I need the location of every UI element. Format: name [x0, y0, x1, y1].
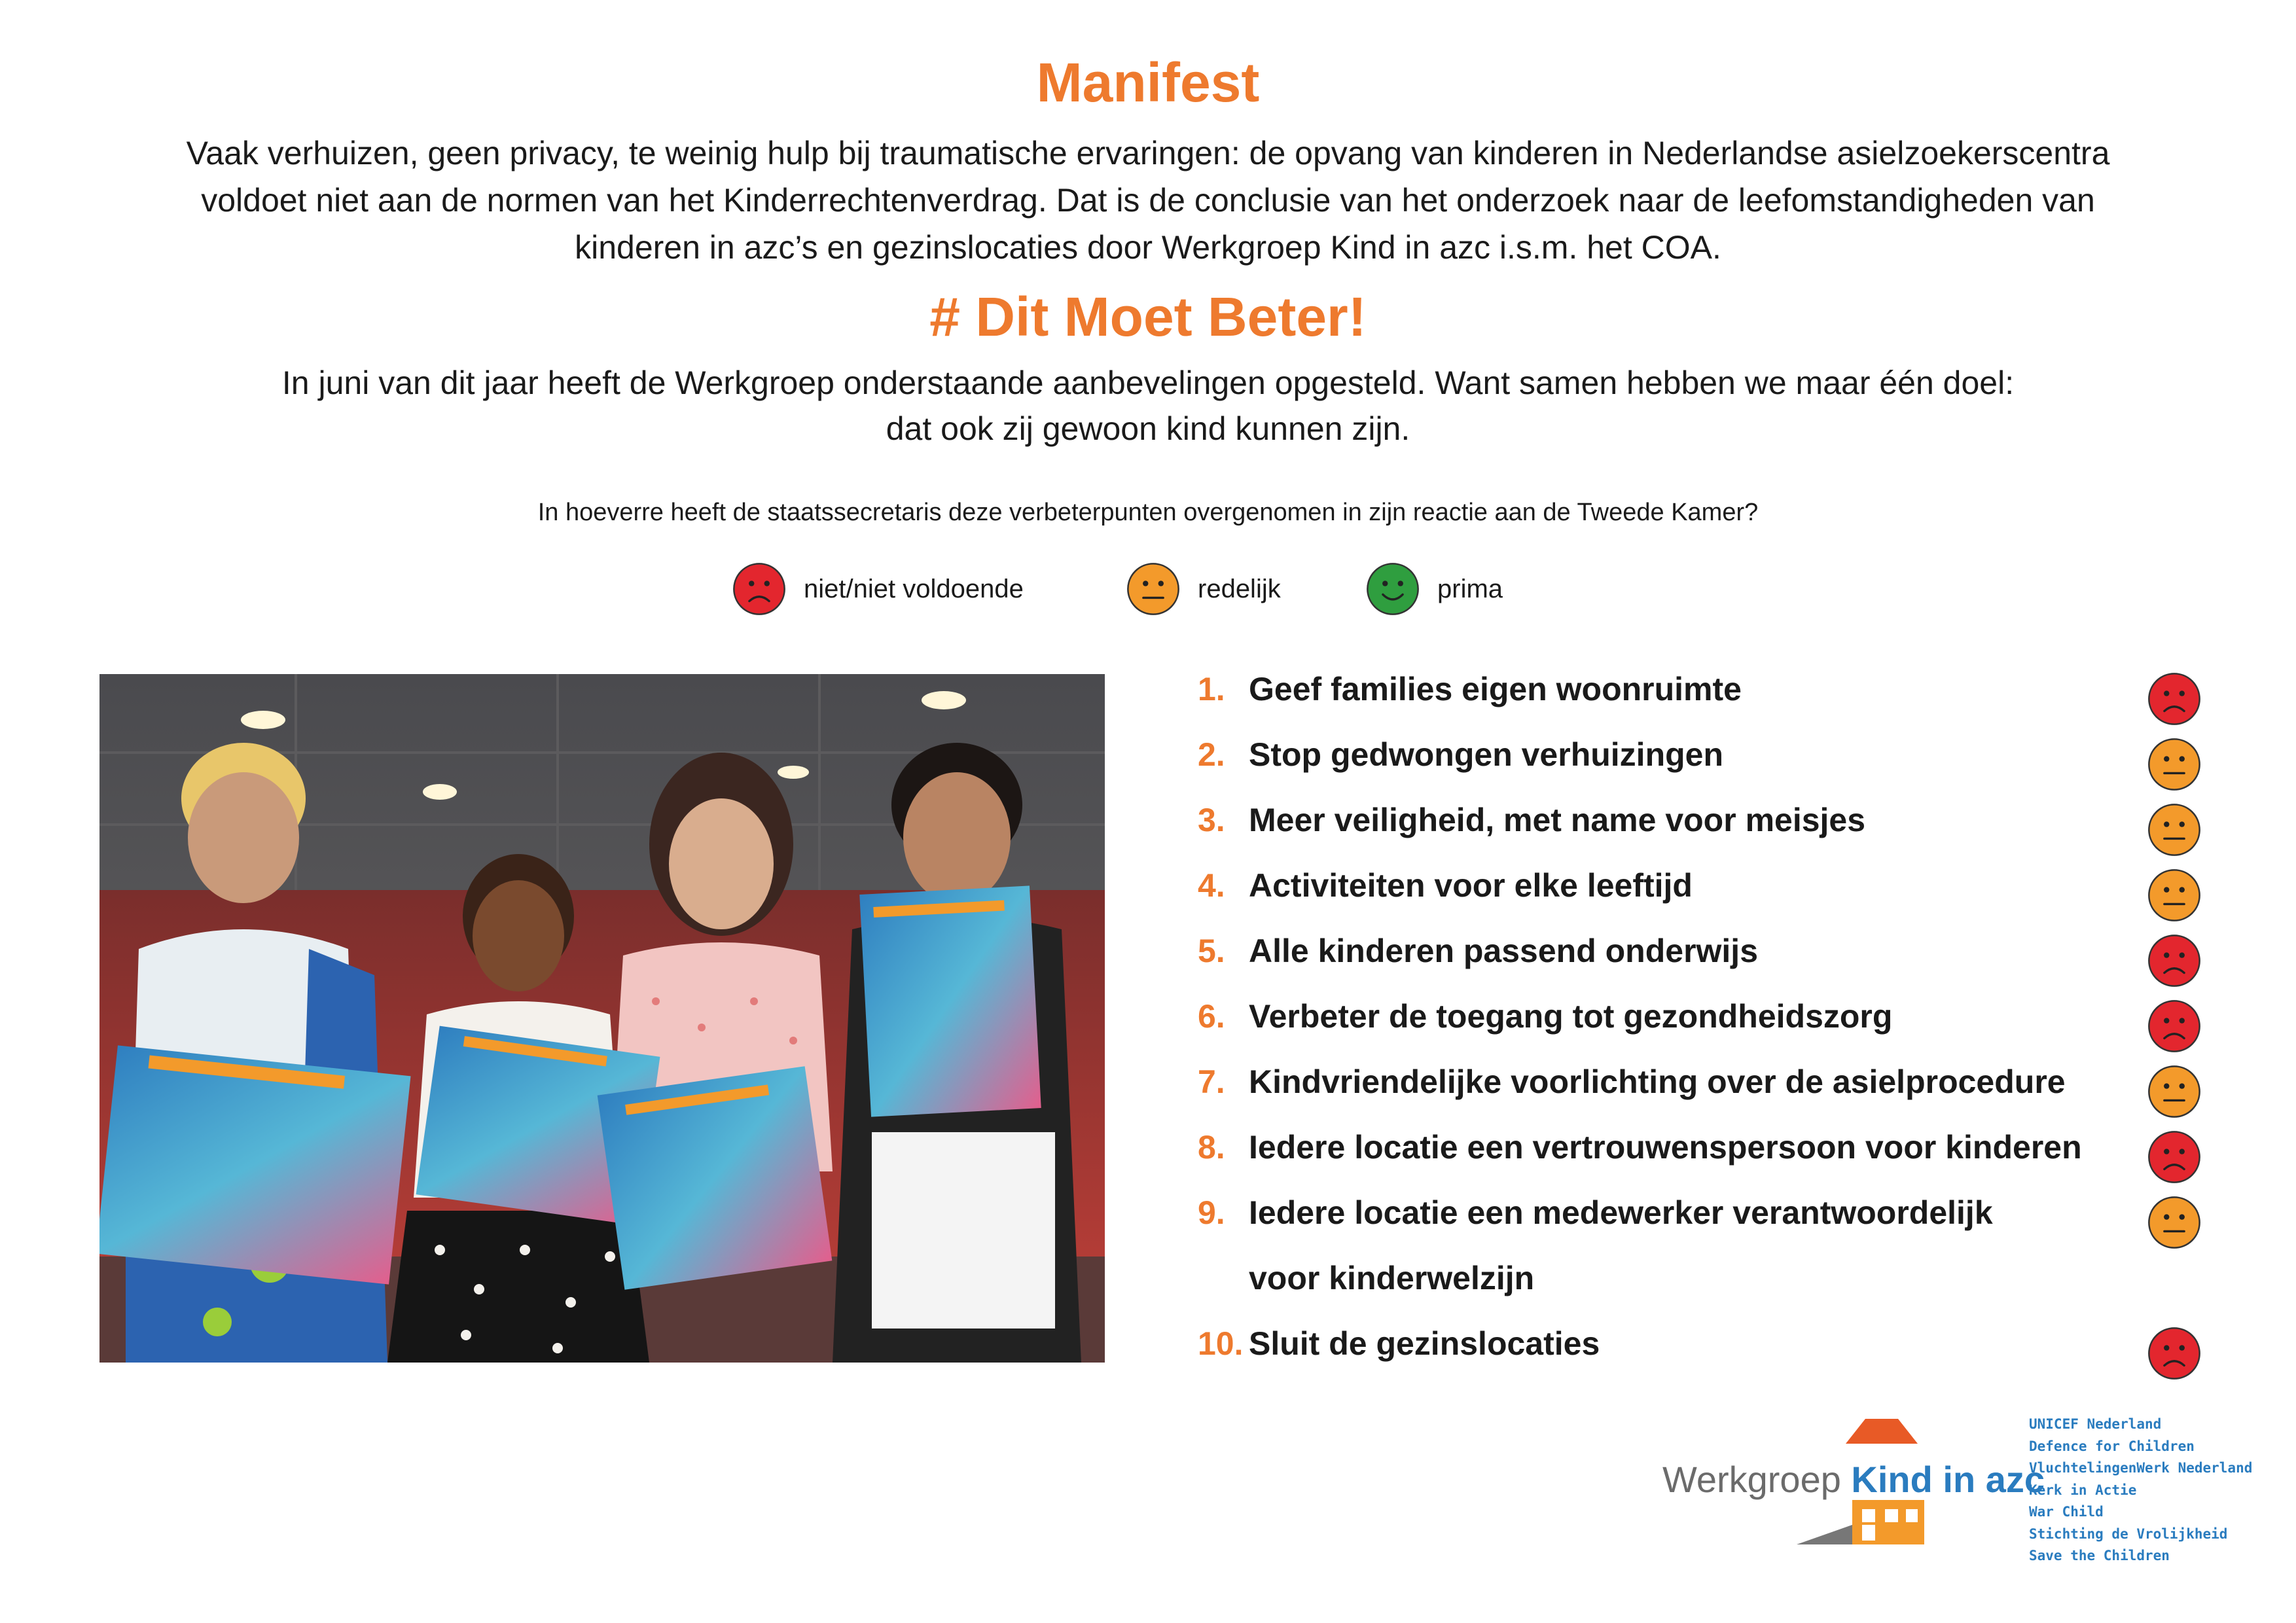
neutral-face-icon — [2147, 1064, 2202, 1119]
recommendation-text: Iedere locatie een medewerker verantwoordelijk — [1249, 1194, 1993, 1231]
recommendation-text: Geef families eigen woonruimte — [1249, 671, 1742, 707]
recommendation-text: Activiteiten voor elke leeftijd — [1249, 867, 1693, 904]
legend-label: redelijk — [1198, 574, 1281, 603]
roof-icon — [1846, 1419, 1918, 1444]
recommendation-number: 4. — [1198, 867, 1225, 904]
recommendation-number: 8. — [1198, 1129, 1225, 1166]
page-subtitle: # Dit Moet Beter! — [929, 286, 1367, 348]
children-photo — [99, 674, 1105, 1363]
logo-prefix: Werkgroep — [1662, 1459, 1852, 1500]
partner-list — [2029, 1414, 2252, 1567]
neutral-face-icon — [2147, 802, 2202, 857]
recommendation-text: Meer veiligheid, met name voor meisjes — [1249, 802, 1866, 838]
intro2-line: dat ook zij gewoon kind kunnen zijn. — [886, 410, 1410, 447]
sad-face-icon — [2147, 671, 2202, 726]
recommendation-number: 6. — [1198, 998, 1225, 1035]
recommendation-5 — [1198, 928, 1758, 974]
intro-line: kinderen in azc’s en gezinslocaties door Werkgroep Kind in azc i.s.m. het COA. — [575, 229, 1721, 266]
recommendation-9-continuation: voor kinderwelzijn — [1249, 1260, 1535, 1296]
recommendation-1 — [1198, 666, 1742, 712]
legend-item-neutral — [1126, 562, 1281, 616]
sad-face-icon — [2147, 999, 2202, 1054]
logo-brand: Kind in azc — [1851, 1459, 2045, 1500]
recommendation-number: 3. — [1198, 802, 1225, 838]
recommendation-number: 2. — [1198, 736, 1225, 773]
legend-item-happy — [1365, 562, 1503, 616]
recommendation-8 — [1198, 1124, 2082, 1170]
sad-face-icon — [2147, 933, 2202, 988]
sad-face-icon — [2147, 1326, 2202, 1381]
neutral-face-icon — [2147, 868, 2202, 923]
sad-face-icon — [2147, 1130, 2202, 1185]
partner-item: UNICEF Nederland — [2029, 1416, 2162, 1432]
recommendation-3 — [1198, 797, 1865, 843]
partner-item: Kerk in Actie — [2029, 1482, 2137, 1498]
intro2-line: In juni van dit jaar heeft de Werkgroep onderstaande aanbevelingen opgesteld. Want samen hebben we maar één doel: — [281, 365, 2015, 401]
legend-label: niet/niet voldoende — [804, 574, 1024, 603]
recommendation-text: Stop gedwongen verhuizingen — [1249, 736, 1723, 773]
recommendations-intro — [131, 360, 2165, 452]
partner-item: VluchtelingenWerk Nederland — [2029, 1460, 2253, 1476]
recommendation-text: Verbeter de toegang tot gezondheidszorg — [1249, 998, 1893, 1035]
recommendation-7 — [1198, 1059, 2066, 1105]
recommendation-number: 5. — [1198, 933, 1225, 969]
recommendation-2 — [1198, 732, 1723, 777]
recommendation-6 — [1198, 993, 1892, 1039]
neutral-face-icon — [2147, 737, 2202, 792]
intro-line: Vaak verhuizen, geen privacy, te weinig hulp bij traumatische ervaringen: de opvang van kinderen in Nederlandse asielzoekerscentra — [186, 135, 2110, 171]
recommendation-text: Sluit de gezinslocaties — [1249, 1325, 1600, 1362]
recommendation-number: 7. — [1198, 1063, 1225, 1100]
recommendation-number: 10. — [1198, 1325, 1244, 1362]
recommendation-text: Alle kinderen passend onderwijs — [1249, 933, 1759, 969]
recommendation-number: 1. — [1198, 671, 1225, 707]
recommendation-9 — [1198, 1190, 1993, 1236]
neutral-face-icon — [2147, 1195, 2202, 1250]
rating-question: In hoeverre heeft de staatssecretaris deze verbeterpunten overgenomen in zijn reactie aan de Tweede Kamer? — [537, 499, 1759, 526]
partner-item: War Child — [2029, 1504, 2104, 1520]
partner-item: Defence for Children — [2029, 1438, 2195, 1454]
recommendation-text: Kindvriendelijke voorlichting over de asielprocedure — [1249, 1063, 2066, 1100]
logo-wordmark — [1662, 1458, 2045, 1501]
legend-label: prima — [1437, 574, 1503, 603]
partner-item: Save the Children — [2029, 1548, 2170, 1563]
page-title: Manifest — [1036, 52, 1260, 113]
recommendation-text: Iedere locatie een vertrouwenspersoon voor kinderen — [1249, 1129, 2082, 1166]
neutral-face-icon — [1126, 562, 1181, 616]
legend-item-sad — [732, 562, 1024, 616]
recommendation-4 — [1198, 863, 1693, 908]
recommendation-number: 9. — [1198, 1194, 1225, 1231]
intro-line: voldoet niet aan de normen van het Kinderrechtenverdrag. Dat is de conclusie van het onderzoek naar de leefomstandigheden van — [201, 182, 2095, 219]
sad-face-icon — [732, 562, 787, 616]
recommendation-10 — [1198, 1321, 1600, 1366]
happy-face-icon — [1365, 562, 1420, 616]
partner-item: Stichting de Vrolijkheid — [2029, 1525, 2228, 1542]
intro-paragraph — [79, 130, 2217, 271]
